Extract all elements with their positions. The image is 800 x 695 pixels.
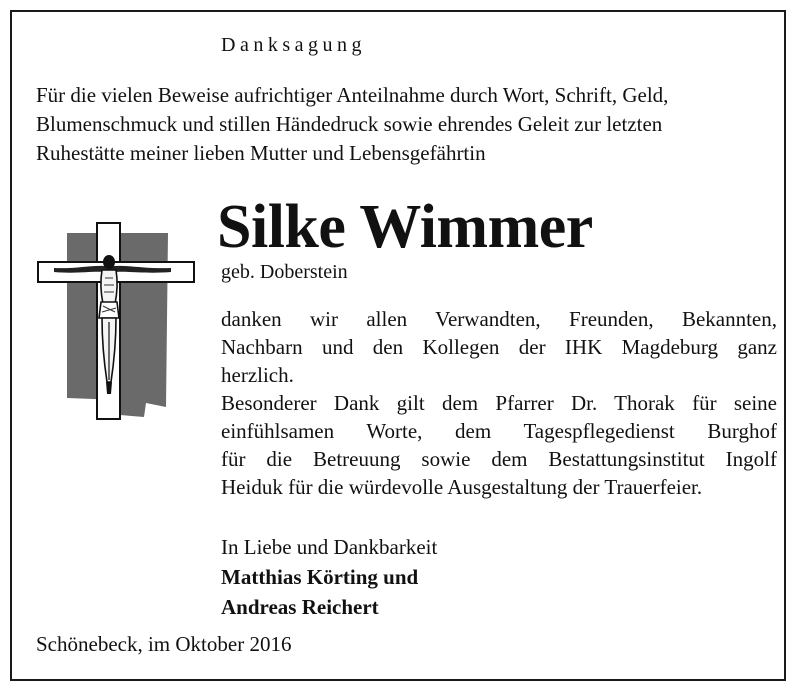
thanks-line: herzlich. (221, 363, 294, 387)
signer-name: Matthias Körting und (221, 565, 419, 589)
thanks-text (221, 305, 777, 501)
thanks-line: Besonderer Dank gilt dem Pfarrer Dr. Thorak für seine (221, 391, 777, 415)
notice-heading: Danksagung (221, 34, 366, 56)
thanks-line: danken wir allen Verwandten, Freunden, Bekannten, (221, 307, 777, 331)
thanks-line: für die Betreuung sowie dem Bestattungsinstitut Ingolf (221, 447, 777, 471)
deceased-name: Silke Wimmer (217, 193, 593, 261)
closing-phrase: In Liebe und Dankbarkeit (221, 535, 438, 559)
closing-block (221, 532, 437, 622)
signer-name: Andreas Reichert (221, 595, 379, 619)
crucifix-icon (36, 222, 196, 422)
thanks-line: Heiduk für die würdevolle Ausgestaltung der Trauerfeier. (221, 475, 703, 499)
intro-line: Blumenschmuck und stillen Händedruck sowie ehrendes Geleit zur letzten (36, 112, 663, 136)
intro-line: Ruhestätte meiner lieben Mutter und Lebensgefährtin (36, 141, 486, 165)
obituary-card (10, 10, 786, 681)
thanks-line: einfühlsamen Worte, dem Tagespflegedienst Burghof (221, 419, 777, 443)
intro-text (36, 81, 776, 168)
intro-line: Für die vielen Beweise aufrichtiger Anteilnahme durch Wort, Schrift, Geld, (36, 83, 669, 107)
maiden-name: geb. Doberstein (221, 261, 348, 283)
place-date: Schönebeck, im Oktober 2016 (36, 632, 292, 656)
thanks-line: Nachbarn und den Kollegen der IHK Magdeburg ganz (221, 335, 777, 359)
